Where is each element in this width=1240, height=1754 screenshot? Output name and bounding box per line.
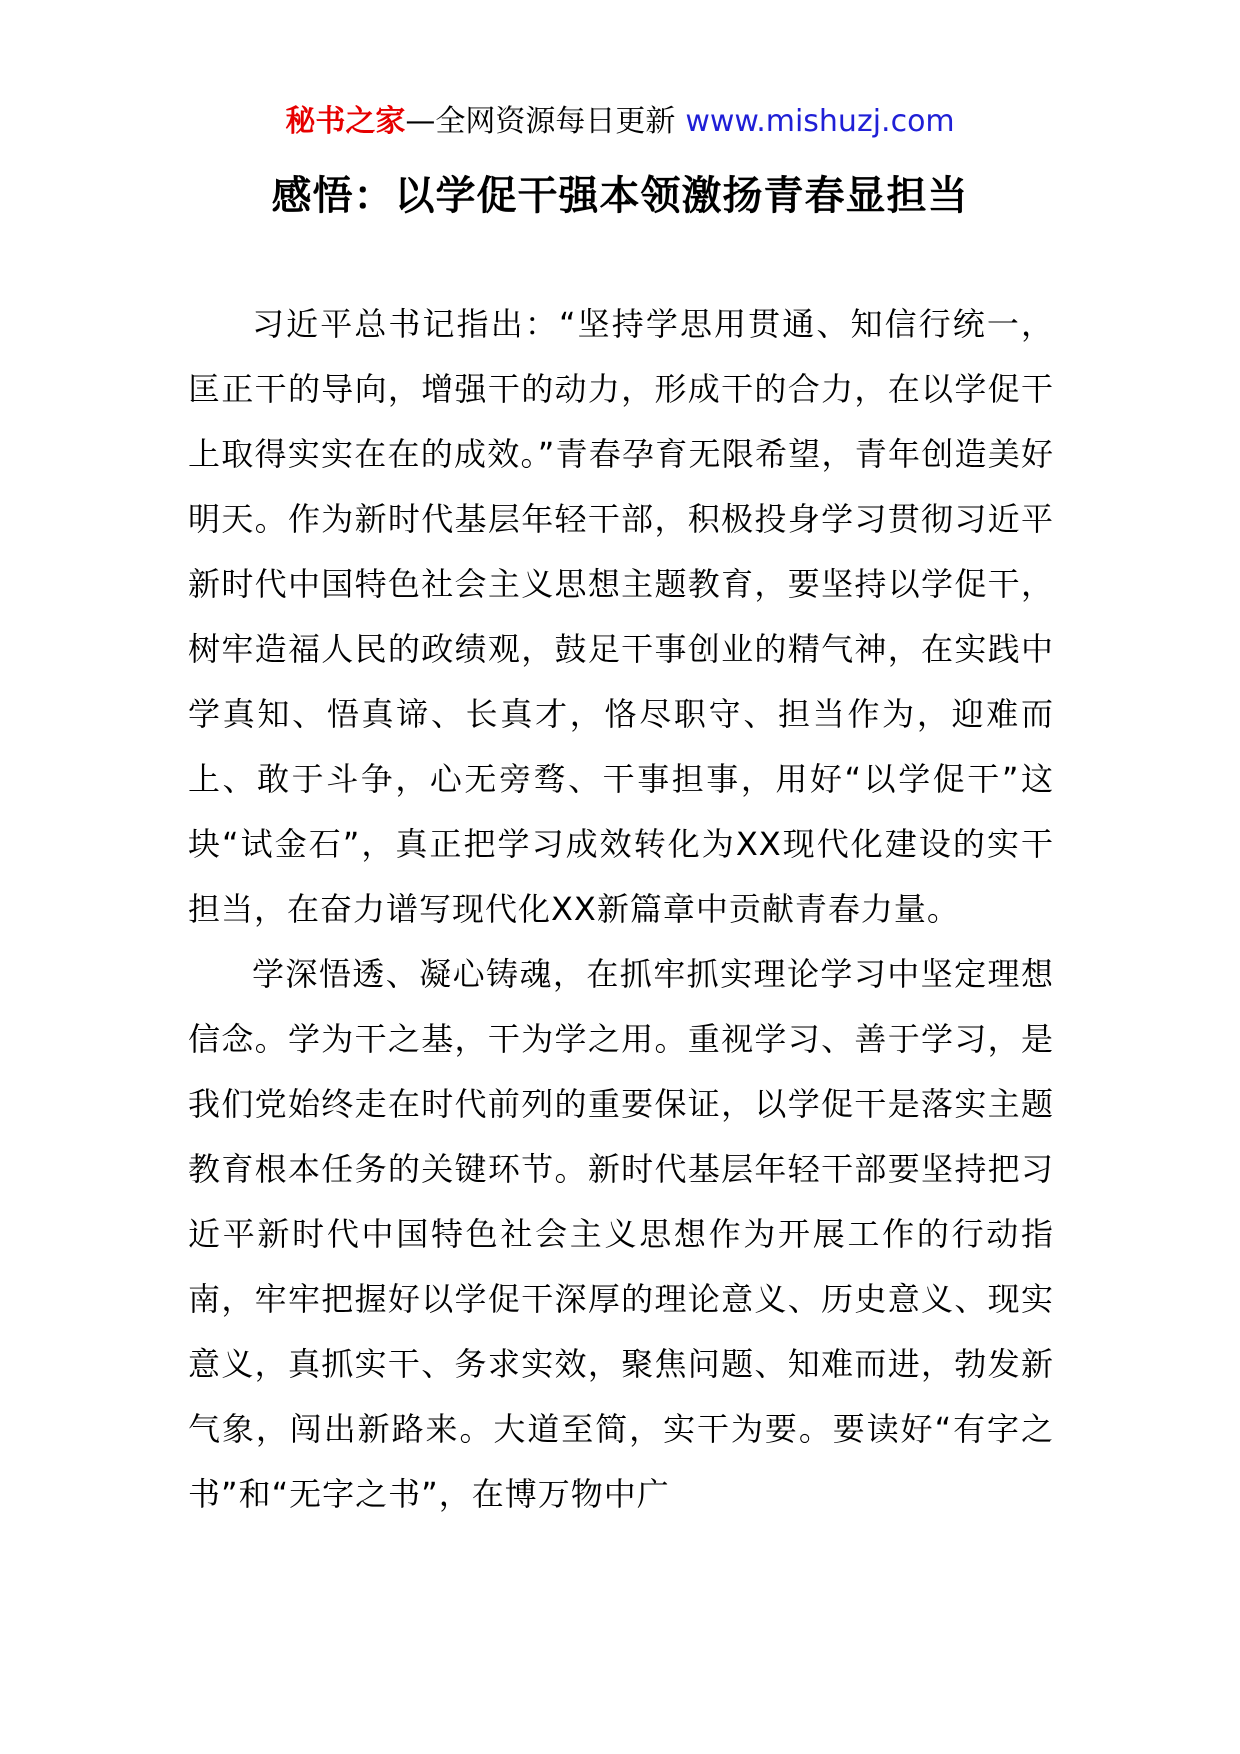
site-header: [0, 100, 1240, 144]
site-url-link[interactable]: www.mishuzj.com: [685, 104, 955, 139]
site-slogan: —全网资源每日更新: [405, 104, 676, 139]
paragraph-1: 习近平总书记指出：“坚持学思用贯通、知信行统一，匡正干的导向，增强干的动力，形成干的合力，在以学促干上取得实实在在的成效。”青春孕育无限希望，青年创造美好明天。作为新时代基层年轻干部，积极投身学习贯彻习近平新时代中国特色社会主义思想主题教育，要坚持以学促干，树牢造福人民的政绩观，鼓足干事创业的精气神，在实践中学真知、悟真谛、长真才，恪尽职守、担当作为，迎难而上、敢于斗争，心无旁骛、干事担事，用好“以学促干”这块“试金石”，真正把学习成效转化为XX现代化建设的实干担当，在奋力谱写现代化XX新篇章中贡献青春力量。: [188, 305, 1054, 928]
document-body: [188, 292, 1054, 1527]
document-title: 感悟：以学促干强本领激扬青春显担当: [271, 173, 969, 219]
site-brand: 秘书之家: [285, 104, 406, 139]
paragraph-2: 学深悟透、凝心铸魂，在抓牢抓实理论学习中坚定理想信念。学为干之基，干为学之用。重视学习、善于学习，是我们党始终走在时代前列的重要保证，以学促干是落实主题教育根本任务的关键环节。新时代基层年轻干部要坚持把习近平新时代中国特色社会主义思想作为开展工作的行动指南，牢牢把握好以学促干深厚的理论意义、历史意义、现实意义，真抓实干、务求实效，聚焦问题、知难而进，勃发新气象，闯出新路来。大道至简，实干为要。要读好“有字之书”和“无字之书”，在博万物中广: [188, 955, 1054, 1513]
